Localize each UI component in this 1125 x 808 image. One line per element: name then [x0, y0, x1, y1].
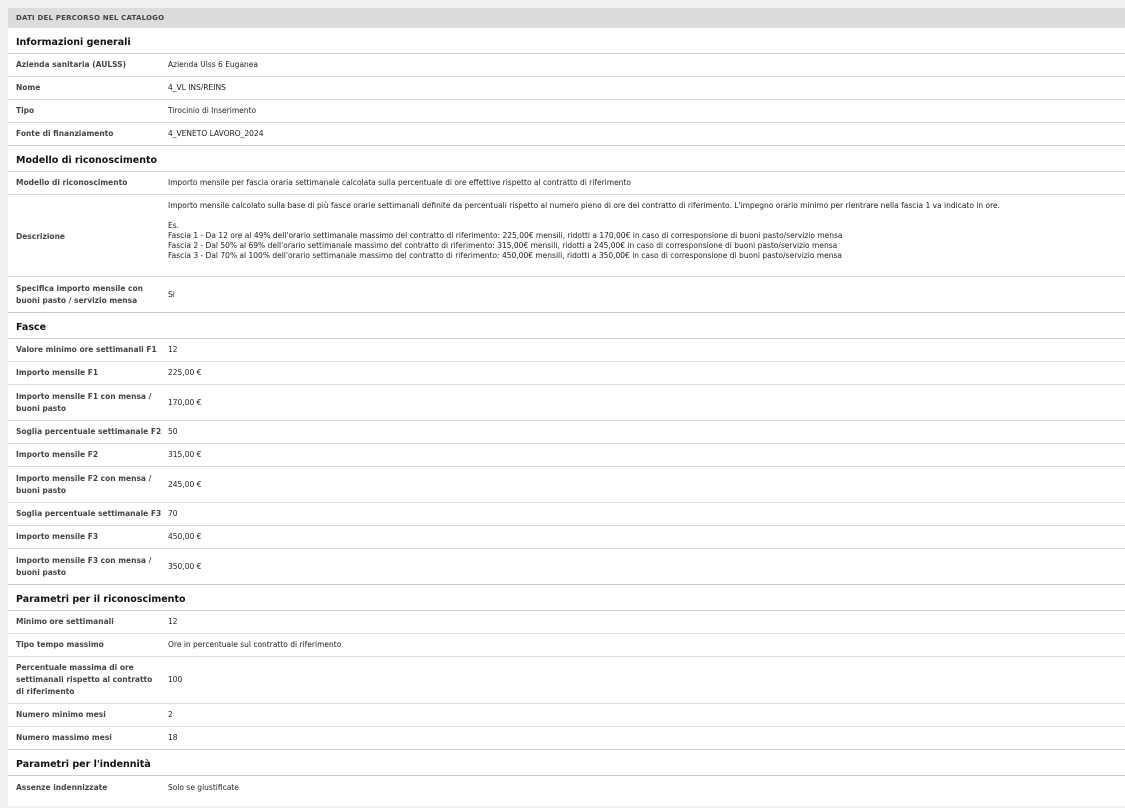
field-value: Si [168, 289, 175, 299]
section-title-params: Parametri per il riconoscimento [8, 585, 1125, 611]
field-label: Minimo ore settimanali [16, 617, 114, 626]
field-value: 315,00 € [168, 450, 202, 459]
detail-row [8, 704, 1125, 727]
field-value: 50 [168, 427, 178, 436]
field-label: Percentuale massima di ore settimanali rispetto al contratto di riferimento [16, 663, 153, 696]
field-label: Soglia percentuale settimanale F3 [16, 509, 162, 518]
section-title-bands: Fasce [8, 313, 1125, 339]
detail-row [8, 727, 1125, 750]
field-label: Fonte di finanziamento [16, 129, 114, 138]
detail-row [8, 549, 1125, 585]
field-label: Modello di riconoscimento [16, 178, 128, 187]
field-label: Descrizione [16, 232, 66, 241]
field-value: 12 [168, 617, 178, 626]
detail-row [8, 172, 1125, 195]
detail-row [8, 100, 1125, 123]
section-title-indemnity: Parametri per l'indennità [8, 750, 1125, 776]
description-line: Importo mensile calcolato sulla base di più fasce orarie settimanali definite da percentuali rispetto al numero pieno di ore del contratto di riferimento. L'impegno orario minimo per rientrare nella fascia 1 va indicato in ore. [168, 201, 1001, 210]
detail-row [8, 54, 1125, 77]
field-value: 350,00 € [168, 561, 202, 571]
description-text [168, 195, 1125, 261]
panel-header: DATI DEL PERCORSO NEL CATALOGO [8, 8, 1125, 28]
detail-row [8, 339, 1125, 362]
course-details-panel [8, 8, 1125, 806]
field-value: 12 [168, 345, 178, 354]
field-label: Importo mensile F1 con mensa / buoni pasto [16, 391, 152, 413]
field-label: Importo mensile F3 [16, 532, 99, 541]
field-value: Azienda Ulss 6 Euganea [168, 60, 258, 69]
detail-row [8, 123, 1125, 146]
field-value: Ore in percentuale sul contratto di riferimento [168, 640, 342, 649]
detail-row [8, 526, 1125, 549]
detail-row [8, 421, 1125, 444]
section-title-model: Modello di riconoscimento [8, 146, 1125, 172]
field-value: 18 [168, 733, 178, 742]
field-label: Importo mensile F3 con mensa / buoni pasto [16, 555, 152, 577]
detail-row [8, 385, 1125, 421]
field-value: 100 [168, 675, 183, 684]
detail-row [8, 277, 1125, 313]
field-label: Nome [16, 83, 41, 92]
detail-row [8, 634, 1125, 657]
field-label: Azienda sanitaria (AULSS) [16, 60, 126, 69]
detail-row [8, 444, 1125, 467]
description-line: Fascia 2 - Dal 50% al 69% dell'orario settimanale massimo del contratto di riferimento: 315,00€ mensili, ridotti a 245,00€ in caso di corresponsione di buoni pasto/servizio mensa [168, 241, 838, 250]
description-row [8, 195, 1125, 277]
detail-row [8, 77, 1125, 100]
description-line: Fascia 3 - Dal 70% al 100% dell'orario settimanale massimo del contratto di riferimento: 450,00€ mensili, ridotti a 350,00€ in caso di corresponsione di buoni pasto/servizio mensa [168, 251, 842, 260]
field-value: Tirocinio di Inserimento [168, 106, 257, 115]
field-value: 2 [168, 710, 173, 719]
description-line: Fascia 1 - Da 12 ore al 49% dell'orario settimanale massimo del contratto di riferimento: 225,00€ mensili, ridotti a 170,00€ in caso di corresponsione di buoni pasto/servizio mensa [168, 231, 843, 240]
field-value: 70 [168, 509, 178, 518]
field-value: Importo mensile per fascia oraria settimanale calcolata sulla percentuale di ore effettive rispetto al contratto di riferimento [168, 178, 631, 187]
field-label: Assenze indennizzate [16, 782, 108, 792]
field-value: 170,00 € [168, 397, 202, 407]
section-title-general: Informazioni generali [8, 28, 1125, 54]
field-label: Importo mensile F2 con mensa / buoni pasto [16, 473, 152, 495]
detail-row [8, 503, 1125, 526]
field-label: Soglia percentuale settimanale F2 [16, 427, 162, 436]
field-label: Valore minimo ore settimanali F1 [16, 345, 157, 354]
field-value: 4_VL INS/REINS [168, 83, 226, 92]
field-label: Tipo tempo massimo [16, 640, 104, 649]
field-value: 245,00 € [168, 479, 202, 489]
field-label: Tipo [16, 106, 35, 115]
detail-row [8, 776, 1125, 799]
description-line: Es. [168, 221, 180, 230]
field-label: Importo mensile F1 [16, 368, 99, 377]
field-label: Specifica importo mensile con buoni pasto / servizio mensa [16, 283, 143, 305]
field-value: Solo se giustificate [168, 782, 239, 792]
detail-row [8, 657, 1125, 704]
field-value: 225,00 € [168, 368, 202, 377]
detail-row [8, 611, 1125, 634]
field-label: Numero massimo mesi [16, 733, 112, 742]
detail-row [8, 362, 1125, 385]
detail-row [8, 467, 1125, 503]
field-value: 450,00 € [168, 532, 202, 541]
field-label: Numero minimo mesi [16, 710, 106, 719]
field-value: 4_VENETO LAVORO_2024 [168, 129, 264, 138]
field-label: Importo mensile F2 [16, 450, 99, 459]
